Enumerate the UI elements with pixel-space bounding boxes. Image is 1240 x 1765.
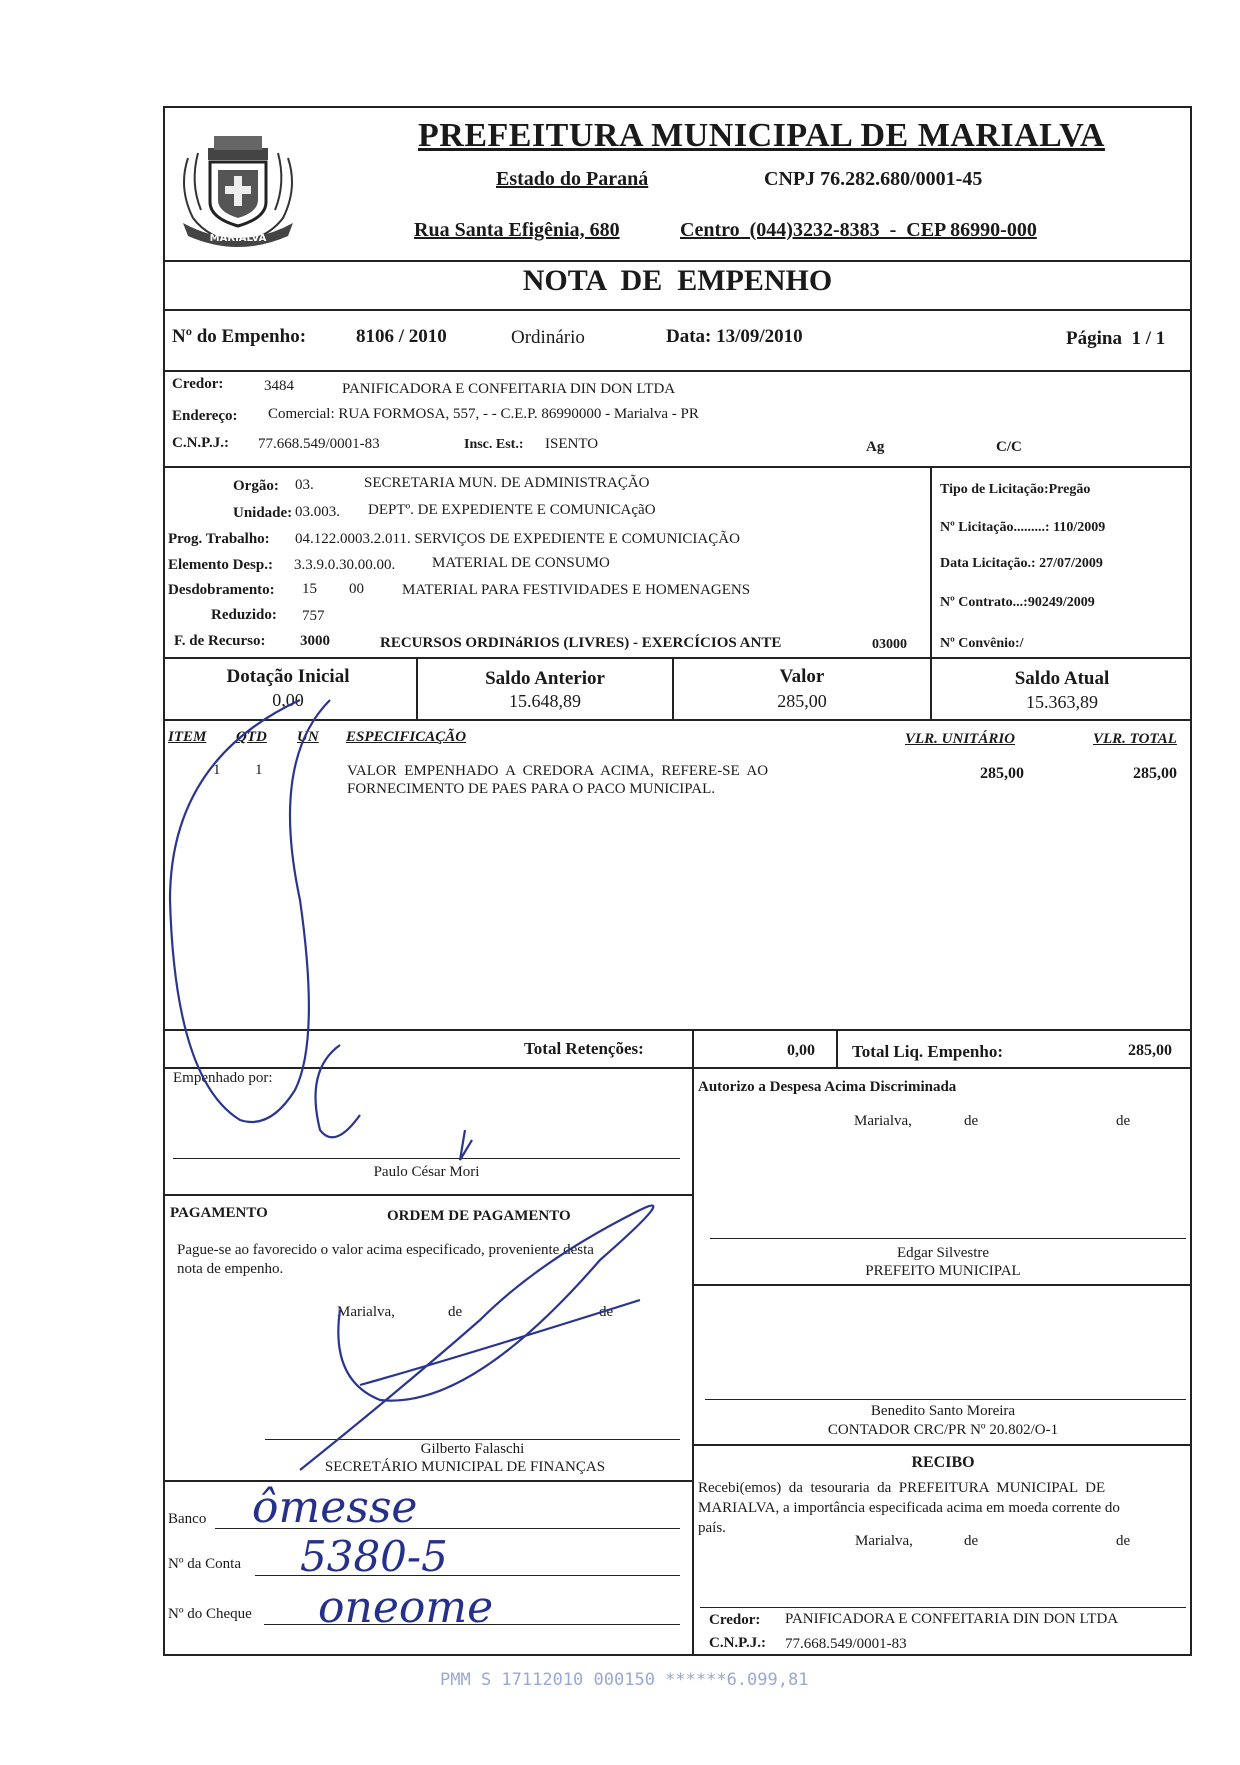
prog-trabalho-value: 04.122.0003.2.011. SERVIÇOS DE EXPEDIENTE E COMUNICIAÇÃO [295, 531, 740, 547]
secretario-cargo: SECRETÁRIO MUNICIPAL DE FINANÇAS [324, 1459, 606, 1475]
recibo-de2: de [1116, 1533, 1131, 1549]
licitacao-tipo: Tipo de Licitação:Pregão [940, 482, 1091, 497]
unit-col-header: VLR. UNITÁRIO [905, 731, 1016, 747]
banco-handwritten: ômesse [252, 1482, 418, 1533]
orgao-name: SECRETARIA MUN. DE ADMINISTRAÇÃO [364, 475, 650, 491]
desdobramento-label: Desdobramento: [168, 582, 275, 598]
recibo-credor-name: PANIFICADORA E CONFEITARIA DIN DON LTDA [785, 1611, 1119, 1627]
ordem-pagamento-label: ORDEM DE PAGAMENTO [387, 1208, 571, 1224]
licitacao-numero: Nº Licitação.........: 110/2009 [940, 520, 1106, 535]
dotacao-label: Dotação Inicial [226, 666, 350, 687]
recibo-cnpj: 77.668.549/0001-83 [785, 1636, 907, 1652]
signature-loop-large [170, 700, 330, 1122]
reduzido-value: 757 [302, 608, 325, 624]
endereco-label: Endereço: [172, 408, 238, 424]
credor-cnpj: 77.668.549/0001-83 [258, 436, 380, 452]
contador-cargo: CONTADOR CRC/PR Nº 20.802/O-1 [827, 1422, 1059, 1438]
valor-value: 285,00 [777, 691, 827, 711]
banco-label: Banco [168, 1511, 207, 1527]
valor-label: Valor [779, 666, 825, 687]
contador-nome: Benedito Santo Moreira [870, 1403, 1016, 1419]
recurso-code: 3000 [300, 633, 330, 649]
autorizo-label: Autorizo a Despesa Acima Discriminada [698, 1079, 957, 1095]
recibo-credor-label: Credor: [709, 1612, 761, 1628]
pagamento-text-line1: Pague-se ao favorecido o valor acima especificado, proveniente desta [177, 1242, 594, 1258]
espec-col-header: ESPECIFICAÇÃO [346, 729, 467, 745]
signature-mark-mori [460, 1130, 472, 1160]
liquido-value: 285,00 [1128, 1042, 1172, 1059]
empenhado-label: Empenhado por: [173, 1070, 273, 1086]
signature-falaschi [300, 1206, 653, 1470]
pagamento-de2: de [599, 1304, 614, 1320]
licitacao-data: Data Licitação.: 27/07/2009 [940, 556, 1103, 571]
payment-stamp: PMM S 17112010 000150 ******6.099,81 [440, 1670, 809, 1690]
item-unit-value: 285,00 [980, 765, 1024, 782]
empenho-date: Data: 13/09/2010 [666, 326, 803, 347]
unidade-label: Unidade: [233, 505, 293, 521]
prefeito-cargo: PREFEITO MUNICIPAL [865, 1263, 1021, 1279]
page-number: Página 1 / 1 [1066, 328, 1166, 349]
total-col-header: VLR. TOTAL [1093, 731, 1177, 747]
prog-trabalho-label: Prog. Trabalho: [168, 531, 270, 547]
credor-address: Comercial: RUA FORMOSA, 557, - - C.E.P. 86990000 - Marialva - PR [268, 406, 699, 422]
qtd-col-header: QTD [236, 729, 267, 745]
signature-falaschi-tail [360, 1300, 640, 1385]
autorizo-local: Marialva, [854, 1113, 912, 1129]
cheque-label: Nº do Cheque [168, 1606, 252, 1622]
insc-est-value: ISENTO [545, 436, 599, 452]
prefeitura-title: PREFEITURA MUNICIPAL DE MARIALVA [418, 117, 1105, 154]
conta-label: Nº da Conta [168, 1556, 241, 1572]
un-col-header: UN [297, 729, 319, 745]
credor-cnpj-label: C.N.P.J.: [172, 435, 229, 451]
recibo-text-line3: país. [698, 1520, 726, 1536]
empenho-type: Ordinário [511, 327, 585, 348]
elemento-code: 3.3.9.0.30.00.00. [294, 557, 396, 573]
unidade-name: DEPTº. DE EXPEDIENTE E COMUNICAçãO [368, 502, 656, 518]
contrato-numero: Nº Contrato...:90249/2009 [940, 595, 1095, 610]
orgao-label: Orgão: [233, 478, 279, 494]
saldo-atual-value: 15.363,89 [1026, 692, 1098, 712]
item-number: 1 [213, 762, 221, 778]
account-label: C/C [996, 439, 1022, 455]
pagamento-local: Marialva, [337, 1304, 395, 1320]
agency-label: Ag [866, 439, 885, 455]
recibo-cnpj-label: C.N.P.J.: [709, 1635, 766, 1651]
recibo-de1: de [964, 1533, 979, 1549]
reduzido-label: Reduzido: [211, 607, 277, 623]
pagamento-text-line2: nota de empenho. [177, 1261, 284, 1277]
autorizo-de2: de [1116, 1113, 1131, 1129]
prefeito-nome: Edgar Silvestre [896, 1245, 990, 1261]
retencoes-value: 0,00 [787, 1042, 815, 1059]
item-qty: 1 [255, 762, 263, 778]
prefeitura-contact: Centro (044)3232-8383 - CEP 86990-000 [680, 219, 1037, 241]
recurso-number: 03000 [872, 637, 907, 652]
credor-label: Credor: [172, 376, 224, 392]
item-desc-line2: FORNECIMENTO DE PAES PARA O PACO MUNICIPAL. [347, 781, 716, 797]
recibo-local: Marialva, [855, 1533, 913, 1549]
conta-handwritten: 5380-5 [300, 1532, 448, 1581]
saldo-anterior-label: Saldo Anterior [485, 668, 605, 689]
unidade-code: 03.003. [295, 504, 340, 520]
svg-text:MARIALVA: MARIALVA [209, 233, 267, 244]
liquido-label: Total Liq. Empenho: [852, 1042, 1003, 1061]
autorizo-de1: de [964, 1113, 979, 1129]
recibo-text-line2: MARIALVA, a importância especificada acima em moeda corrente do [698, 1500, 1120, 1516]
credor-code: 3484 [264, 378, 294, 394]
desdobramento-sub: 00 [349, 581, 364, 597]
prefeitura-cnpj: CNPJ 76.282.680/0001-45 [764, 168, 983, 190]
pagamento-de1: de [448, 1304, 463, 1320]
item-desc-line1: VALOR EMPENHADO A CREDORA ACIMA, REFERE-SE AO [347, 763, 769, 779]
pagamento-label: PAGAMENTO [170, 1205, 268, 1221]
empenho-number: 8106 / 2010 [356, 326, 447, 347]
orgao-code: 03. [295, 477, 314, 493]
convenio-numero: Nº Convênio:/ [940, 636, 1024, 651]
desdobramento-code: 15 [302, 581, 317, 597]
item-col-header: ITEM [168, 729, 207, 745]
recibo-text-line1: Recebi(emos) da tesouraria da PREFEITURA MUNICIPAL DE [698, 1480, 1106, 1496]
prefeitura-address: Rua Santa Efigênia, 680 [414, 219, 620, 241]
saldo-anterior-value: 15.648,89 [509, 691, 581, 711]
saldo-atual-label: Saldo Atual [1014, 668, 1110, 689]
desdobramento-name: MATERIAL PARA FESTIVIDADES E HOMENAGENS [402, 582, 751, 598]
elemento-name: MATERIAL DE CONSUMO [432, 555, 610, 571]
item-total-value: 285,00 [1133, 765, 1177, 782]
cheque-handwritten: oneome [318, 1582, 494, 1633]
elemento-label: Elemento Desp.: [168, 557, 273, 573]
insc-est-label: Insc. Est.: [464, 437, 524, 452]
retencoes-label: Total Retenções: [524, 1039, 644, 1058]
signature-loop-small [316, 1045, 361, 1137]
dotacao-value: 0,00 [272, 690, 304, 710]
credor-name: PANIFICADORA E CONFEITARIA DIN DON LTDA [342, 381, 676, 397]
recurso-name: RECURSOS ORDINáRIOS (LIVRES) - EXERCÍCIOS ANTE [380, 635, 782, 651]
recurso-label: F. de Recurso: [174, 633, 266, 649]
empenho-number-label: Nº do Empenho: [172, 326, 307, 347]
state-label: Estado do Paraná [496, 168, 649, 190]
empenhado-nome: Paulo César Mori [373, 1164, 480, 1180]
recibo-label: RECIBO [911, 1454, 975, 1471]
document-title: NOTA DE EMPENHO [522, 264, 833, 297]
secretario-nome: Gilberto Falaschi [420, 1441, 525, 1457]
